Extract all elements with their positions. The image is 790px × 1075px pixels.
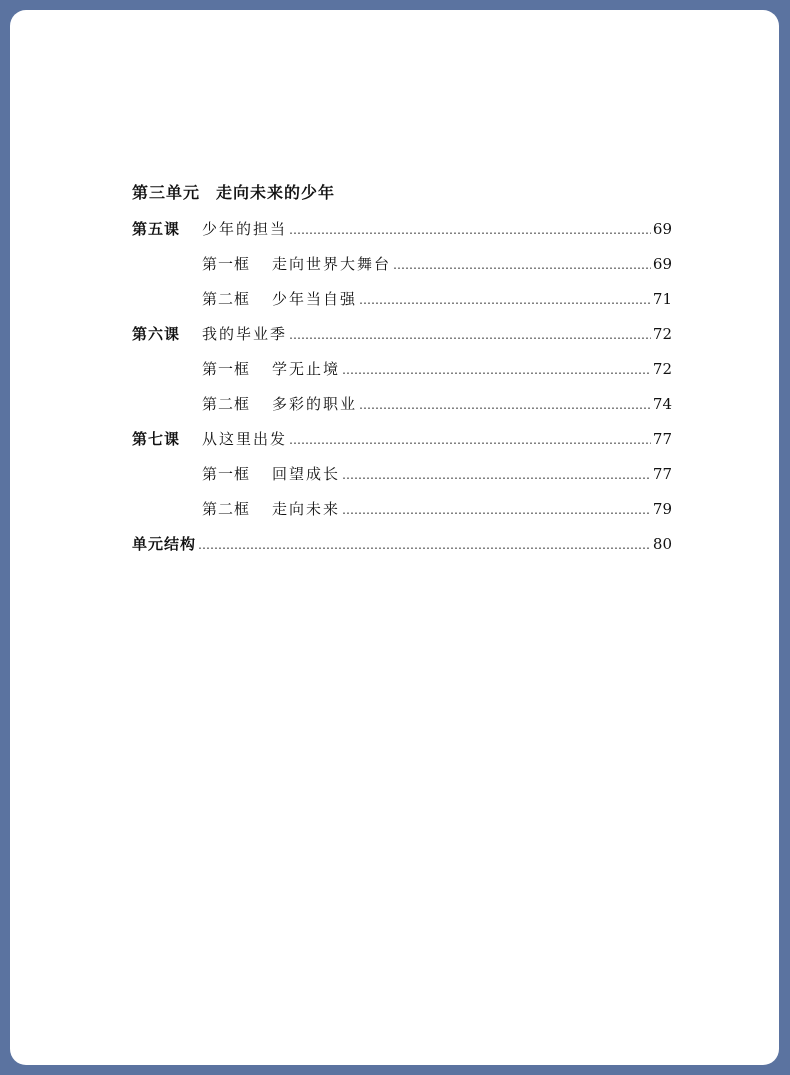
frame-label: 第一框: [202, 465, 251, 483]
page-number: 77: [652, 465, 672, 483]
toc-entry-lesson-7[interactable]: [132, 422, 672, 457]
page-number: 72: [652, 360, 672, 378]
page-number: 72: [652, 325, 672, 343]
page-number: 69: [652, 220, 672, 238]
entry-title: 走向未来: [272, 500, 341, 518]
frame-label: 第二框: [202, 290, 251, 308]
toc-entry-unit-summary[interactable]: [132, 527, 672, 562]
entry-title: 学无止境: [272, 360, 341, 378]
frame-label: 第一框: [202, 255, 251, 273]
lesson-label: 第七课: [132, 430, 181, 448]
entry-title: 从这里出发: [202, 430, 288, 448]
lesson-label: 第六课: [132, 325, 181, 343]
toc-entry-frame[interactable]: [132, 247, 672, 282]
entry-title: 走向世界大舞台: [272, 255, 392, 273]
dot-leader: [359, 283, 651, 318]
toc-entry-lesson-6[interactable]: [132, 317, 672, 352]
dot-leader: [342, 493, 651, 528]
dot-leader: [289, 423, 651, 458]
entry-title: 少年当自强: [272, 290, 358, 308]
page-number: 69: [652, 255, 672, 273]
frame-label: 第二框: [202, 395, 251, 413]
dot-leader: [289, 318, 651, 353]
frame-label: 第一框: [202, 360, 251, 378]
table-of-contents: [132, 178, 672, 562]
page-number: 71: [652, 290, 672, 308]
dot-leader: [342, 458, 651, 493]
dot-leader: [393, 248, 651, 283]
entry-title: 回望成长: [272, 465, 341, 483]
page-number: 77: [652, 430, 672, 448]
dot-leader: [198, 528, 651, 563]
entry-title: 我的毕业季: [202, 325, 288, 343]
toc-entry-frame[interactable]: [132, 352, 672, 387]
toc-entry-frame[interactable]: [132, 492, 672, 527]
frame-label: 第二框: [202, 500, 251, 518]
toc-entry-frame[interactable]: [132, 387, 672, 422]
dot-leader: [359, 388, 651, 423]
toc-entry-frame[interactable]: [132, 282, 672, 317]
summary-title: 单元结构: [132, 535, 197, 553]
dot-leader: [289, 213, 651, 248]
unit-title: 走向未来的少年: [216, 183, 336, 202]
page-number: 80: [652, 535, 672, 553]
dot-leader: [342, 353, 651, 388]
page-sheet: [10, 10, 779, 1065]
lesson-label: 第五课: [132, 220, 181, 238]
unit-heading: [132, 178, 672, 212]
toc-entry-frame[interactable]: [132, 457, 672, 492]
page-number: 79: [652, 500, 672, 518]
page-number: 74: [652, 395, 672, 413]
toc-entry-lesson-5[interactable]: [132, 212, 672, 247]
unit-label: 第三单元: [132, 183, 201, 202]
entry-title: 少年的担当: [202, 220, 288, 238]
entry-title: 多彩的职业: [272, 395, 358, 413]
